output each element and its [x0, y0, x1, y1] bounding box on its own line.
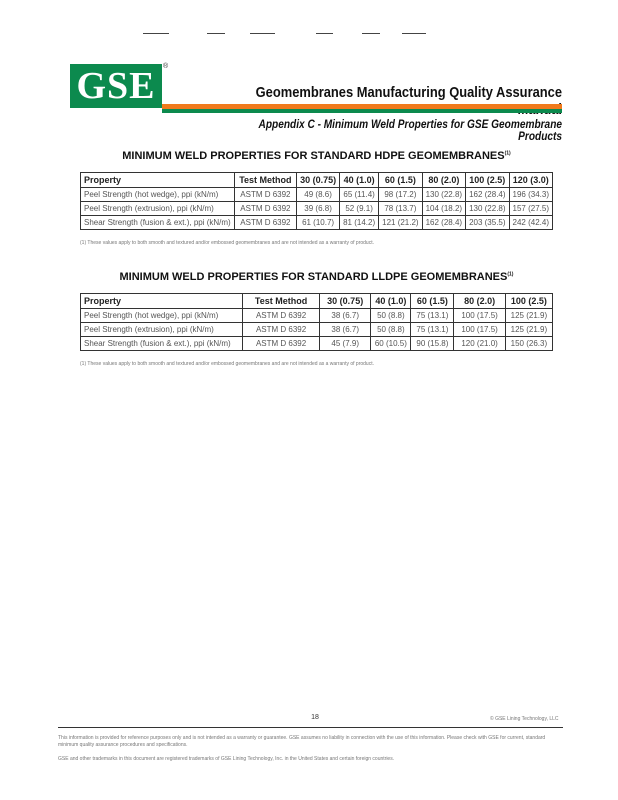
col-header: 100 (2.5) — [505, 294, 552, 309]
method-cell: ASTM D 6392 — [243, 309, 320, 323]
value-cell: 162 (28.4) — [422, 216, 465, 230]
property-cell: Peel Strength (extrusion), ppi (kN/m) — [81, 202, 235, 216]
col-header: 60 (1.5) — [411, 294, 454, 309]
lldpe-weld-table — [80, 293, 553, 351]
value-cell: 39 (6.8) — [297, 202, 340, 216]
col-header: Property — [81, 173, 235, 188]
method-cell: ASTM D 6392 — [243, 337, 320, 351]
hdpe-footnote: (1) These values apply to both smooth and textured and/or embossed geomembranes and are not intended as a warranty of product. — [80, 240, 374, 246]
hdpe-title-text: MINIMUM WELD PROPERTIES FOR STANDARD HDPE GEOMEMBRANES — [122, 150, 505, 162]
footer-trademark-notice: GSE and other trademarks in this document are registered trademarks of GSE Lining Technology, Inc. in the United States and certain foreign countries. — [58, 756, 395, 762]
value-cell: 75 (13.1) — [411, 323, 454, 337]
col-header: Test Method — [243, 294, 320, 309]
value-cell: 61 (10.7) — [297, 216, 340, 230]
lldpe-title-text: MINIMUM WELD PROPERTIES FOR STANDARD LLDPE GEOMEMBRANES — [119, 271, 508, 283]
footer-rule — [58, 727, 563, 728]
value-cell: 162 (28.4) — [466, 188, 509, 202]
copyright-notice: © GSE Lining Technology, LLC — [490, 716, 559, 722]
hdpe-section-title — [80, 150, 553, 162]
appendix-title: Appendix C - Minimum Weld Properties for GSE Geomembrane Products — [258, 119, 562, 143]
col-header: Property — [81, 294, 243, 309]
header-rule-marks — [0, 33, 618, 37]
value-cell: 150 (26.3) — [505, 337, 552, 351]
value-cell: 45 (7.9) — [320, 337, 371, 351]
lldpe-section-title — [80, 271, 553, 283]
value-cell: 196 (34.3) — [509, 188, 552, 202]
col-header: 60 (1.5) — [379, 173, 422, 188]
value-cell: 125 (21.9) — [505, 323, 552, 337]
value-cell: 130 (22.8) — [466, 202, 509, 216]
value-cell: 50 (8.8) — [371, 323, 411, 337]
col-header: Test Method — [234, 173, 296, 188]
col-header: 40 (1.0) — [371, 294, 411, 309]
method-cell: ASTM D 6392 — [234, 188, 296, 202]
value-cell: 52 (9.1) — [340, 202, 379, 216]
value-cell: 38 (6.7) — [320, 323, 371, 337]
table-row — [81, 337, 553, 351]
value-cell: 90 (15.8) — [411, 337, 454, 351]
property-cell: Peel Strength (extrusion), ppi (kN/m) — [81, 323, 243, 337]
value-cell: 121 (21.2) — [379, 216, 422, 230]
col-header: 80 (2.0) — [422, 173, 465, 188]
value-cell: 81 (14.2) — [340, 216, 379, 230]
lldpe-header-row — [81, 294, 553, 309]
table-row — [81, 323, 553, 337]
property-cell: Shear Strength (fusion & ext.), ppi (kN/m) — [81, 337, 243, 351]
col-header: 100 (2.5) — [466, 173, 509, 188]
value-cell: 242 (42.4) — [509, 216, 552, 230]
property-cell: Peel Strength (hot wedge), ppi (kN/m) — [81, 309, 243, 323]
property-cell: Peel Strength (hot wedge), ppi (kN/m) — [81, 188, 235, 202]
table-row — [81, 309, 553, 323]
registered-mark: ® — [163, 63, 169, 70]
value-cell: 75 (13.1) — [411, 309, 454, 323]
value-cell: 38 (6.7) — [320, 309, 371, 323]
col-header: 80 (2.0) — [454, 294, 505, 309]
hdpe-weld-table — [80, 172, 553, 230]
col-header: 120 (3.0) — [509, 173, 552, 188]
value-cell: 78 (13.7) — [379, 202, 422, 216]
lldpe-footnote: (1) These values apply to both smooth and textured and/or embossed geomembranes and are not intended as a warranty of product. — [80, 361, 374, 367]
col-header: 40 (1.0) — [340, 173, 379, 188]
header-bar-green — [162, 109, 562, 113]
method-cell: ASTM D 6392 — [234, 202, 296, 216]
hdpe-title-note: (1) — [504, 150, 511, 157]
value-cell: 100 (17.5) — [454, 309, 505, 323]
value-cell: 120 (21.0) — [454, 337, 505, 351]
manual-title: Geomembranes Manufacturing Quality Assurance — [255, 84, 562, 101]
gse-logo: GSE — [70, 64, 162, 108]
value-cell: 130 (22.8) — [422, 188, 465, 202]
value-cell: 65 (11.4) — [340, 188, 379, 202]
value-cell: 50 (8.8) — [371, 309, 411, 323]
page-number: 18 — [311, 714, 319, 721]
property-cell: Shear Strength (fusion & ext.), ppi (kN/m) — [81, 216, 235, 230]
value-cell: 98 (17.2) — [379, 188, 422, 202]
method-cell: ASTM D 6392 — [234, 216, 296, 230]
value-cell: 125 (21.9) — [505, 309, 552, 323]
value-cell: 100 (17.5) — [454, 323, 505, 337]
table-row — [81, 216, 553, 230]
hdpe-header-row — [81, 173, 553, 188]
lldpe-title-note: (1) — [507, 271, 514, 278]
value-cell: 104 (18.2) — [422, 202, 465, 216]
table-row — [81, 202, 553, 216]
table-row — [81, 188, 553, 202]
value-cell: 157 (27.5) — [509, 202, 552, 216]
footer-disclaimer: This information is provided for reference purposes only and is not intended as a warranty or guarantee. GSE assumes no liability in connection with the use of this information. Please check with GSE for current, standard minimum quality assurance procedures and specifications. — [58, 735, 546, 748]
value-cell: 60 (10.5) — [371, 337, 411, 351]
value-cell: 49 (8.6) — [297, 188, 340, 202]
method-cell: ASTM D 6392 — [243, 323, 320, 337]
col-header: 30 (0.75) — [297, 173, 340, 188]
value-cell: 203 (35.5) — [466, 216, 509, 230]
col-header: 30 (0.75) — [320, 294, 371, 309]
